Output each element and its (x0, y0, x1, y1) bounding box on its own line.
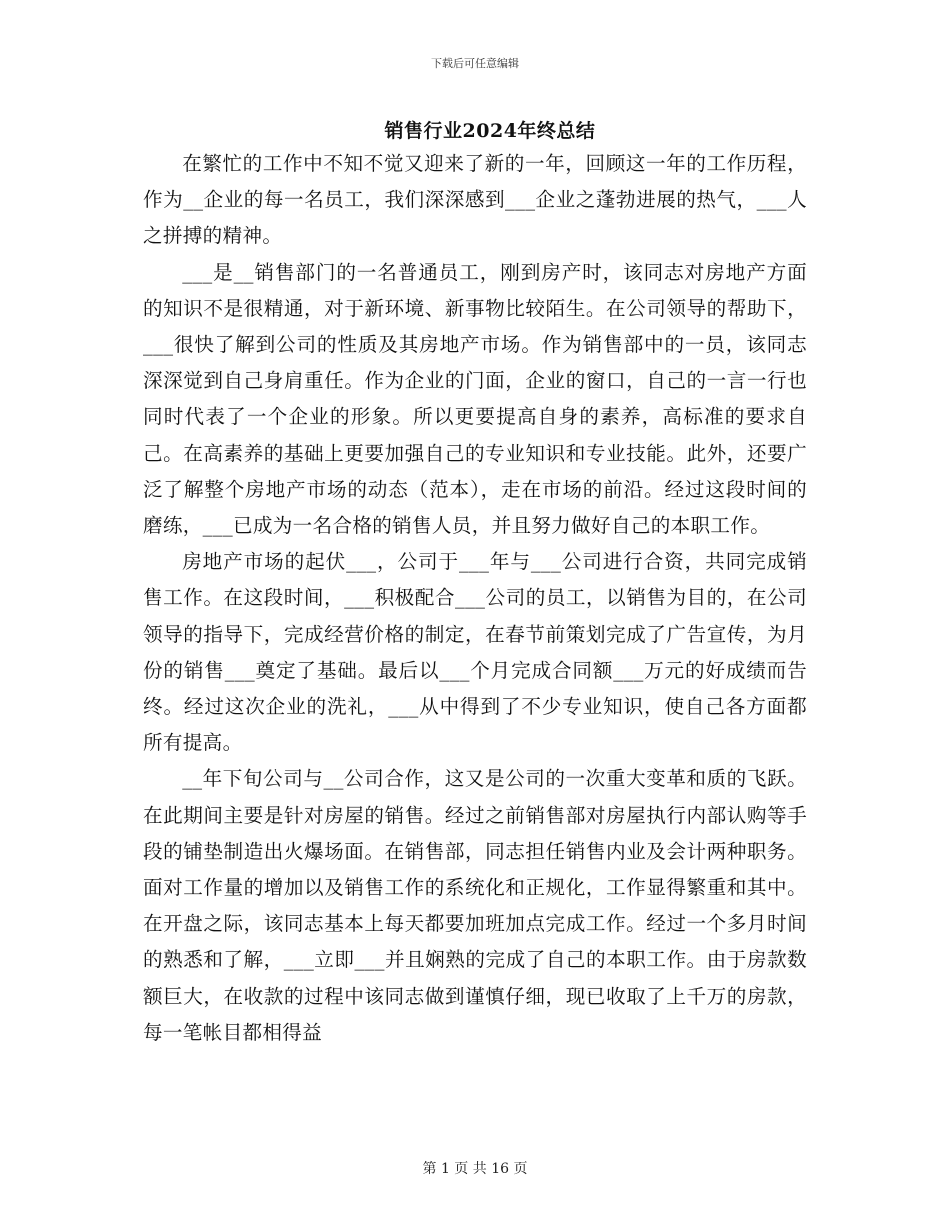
document-body (143, 146, 807, 1051)
page-number-footer: 第 1 页 共 16 页 (422, 1161, 528, 1177)
body-paragraph: __年下旬公司与__公司合作，这又是公司的一次重大变革和质的飞跃。在此期间主要是针对房屋的销售。经过之前销售部对房屋执行内部认购等手段的铺垫制造出火爆场面。在销售部，同志担任销售内业及会计两种职务。面对工作量的增加以及销售工作的系统化和正规化，工作显得繁重和其中。在开盘之际，该同志基本上每天都要加班加点完成工作。经过一个多月时间的熟悉和了解，___立即___并且娴熟的完成了自己的本职工作。由于房款数额巨大，在收款的过程中该同志做到谨慎仔细，现已收取了上千万的房款，每一笔帐目都相得益 (143, 767, 807, 1044)
document-title: 销售行业2024年终总结 (384, 120, 596, 142)
body-paragraph: ___是__销售部门的一名普通员工，刚到房产时，该同志对房地产方面的知识不是很精通，对于新环境、新事物比较陌生。在公司领导的帮助下，___很快了解到公司的性质及其房地产市场。作为销售部中的一员，该同志深深觉到自己身肩重任。作为企业的门面，企业的窗口，自己的一言一行也同时代表了一个企业的形象。所以更要提高自身的素养，高标准的要求自己。在高素养的基础上更要加强自己的专业知识和专业技能。此外，还要广泛了解整个房地产市场的动态（范本），走在市场的前沿。经过这段时间的磨练，___已成为一名合格的销售人员，并且努力做好自己的本职工作。 (143, 260, 807, 538)
page-header-note: 下载后可任意编辑 (431, 57, 519, 70)
body-paragraph: 在繁忙的工作中不知不觉又迎来了新的一年，回顾这一年的工作历程，作为__企业的每一名员工，我们深深感到___企业之蓬勃进展的热气，___人之拼搏的精神。 (143, 152, 807, 248)
body-paragraph: 房地产市场的起伏___，公司于___年与___公司进行合资，共同完成销售工作。在这段时间，___积极配合___公司的员工，以销售为目的，在公司领导的指导下，完成经营价格的制定，在春节前策划完成了广告宣传，为月份的销售___奠定了基础。最后以___个月完成合同额___万元的好成绩而告终。经过这次企业的洗礼，___从中得到了不少专业知识，使自己各方面都所有提高。 (143, 550, 807, 755)
